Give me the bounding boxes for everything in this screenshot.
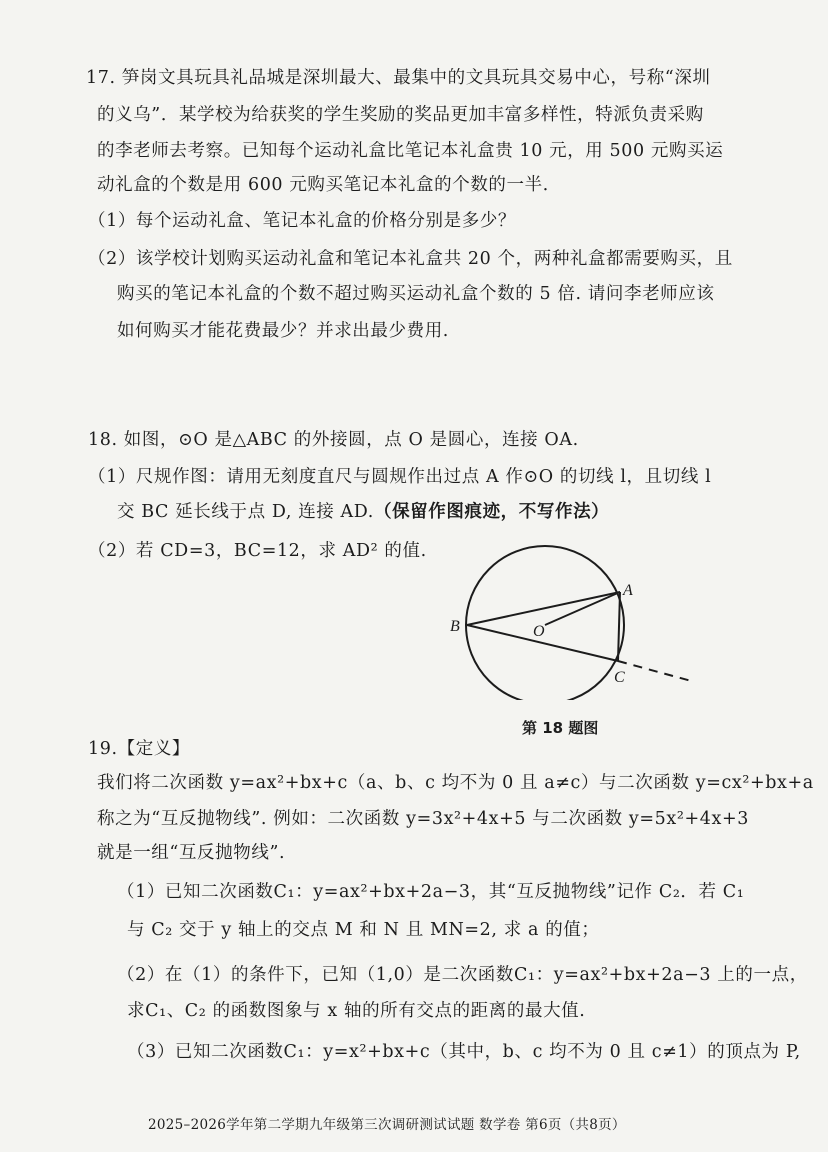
circumcircle — [466, 546, 624, 700]
q17-line-1: 17. 笋岗文具玩具礼品城是深圳最大、最集中的文具玩具交易中心，号称“深圳 — [86, 68, 711, 88]
page-footer: 2025–2026学年第二学期九年级第三次调研测试试题 数学卷 第6页（共8页） — [148, 1117, 626, 1133]
q18-figure-caption: 第 18 题图 — [522, 719, 599, 737]
q17-line-2: 的义乌”．某学校为给获奖的学生奖励的奖品更加丰富多样性，特派负责采购 — [97, 105, 704, 125]
q19-part2-line-2: 求C₁、C₂ 的函数图象与 x 轴的所有交点的距离的最大值. — [127, 1001, 586, 1021]
q18-part1-line-1: （1）尺规作图：请用无刻度直尺与圆规作出过点 A 作⊙O 的切线 l，且切线 l — [88, 467, 712, 487]
label-o: O — [533, 623, 545, 640]
extension-bc — [618, 661, 695, 682]
segment-oa — [545, 592, 620, 625]
q17-line-4: 动礼盒的个数是用 600 元购买笔记本礼盒的个数的一半． — [97, 175, 561, 195]
q17-line-3: 的李老师去考察。已知每个运动礼盒比笔记本礼盒贵 10 元，用 500 元购买运 — [97, 141, 724, 161]
q18-stem: 18. 如图，⊙O 是△ABC 的外接圆，点 O 是圆心，连接 OA. — [88, 430, 579, 450]
label-b: B — [450, 618, 460, 635]
q17-part2-line-3: 如何购买才能花费最少？并求出最少费用. — [117, 321, 449, 341]
q19-def-line-1: 我们将二次函数 y=ax²+bx+c（a、b、c 均不为 0 且 a≠c）与二次函数 y=cx²+bx+a — [97, 773, 814, 793]
q17-part2-line-2: 购买的笔记本礼盒的个数不超过购买运动礼盒个数的 5 倍. 请问李老师应该 — [117, 284, 715, 304]
segment-ba — [467, 592, 620, 625]
label-a: A — [623, 582, 633, 599]
q18-part2: （2）若 CD=3，BC=12，求 AD² 的值. — [88, 541, 427, 561]
q18-part1-text: 交 BC 延长线于点 D, 连接 AD. — [117, 502, 374, 522]
label-c: C — [614, 669, 625, 686]
q19-part1-line-2: 与 C₂ 交于 y 轴上的交点 M 和 N 且 MN=2, 求 a 的值； — [127, 920, 600, 940]
q19-def-line-2: 称之为“互反抛物线”. 例如：二次函数 y=3x²+4x+5 与二次函数 y=5x²+4x+3 — [97, 809, 749, 829]
q17-part1: （1）每个运动礼盒、笔记本礼盒的价格分别是多少？ — [88, 211, 517, 231]
q18-part1-line-2 — [117, 500, 609, 524]
q19-part3: （3）已知二次函数C₁：y=x²+bx+c（其中，b、c 均不为 0 且 c≠1）的顶点为 P, — [127, 1042, 801, 1062]
q19-def-line-3: 就是一组“互反抛物线”. — [97, 843, 286, 863]
q19-part2-line-1: （2）在（1）的条件下，已知（1,0）是二次函数C₁：y=ax²+bx+2a−3 上的一点， — [117, 965, 808, 985]
q18-figure — [440, 540, 710, 700]
q17-part2-line-1: （2）该学校计划购买运动礼盒和笔记本礼盒共 20 个，两种礼盒都需要购买，且 — [88, 249, 733, 269]
q18-part1-note: （保留作图痕迹，不写作法） — [373, 502, 610, 522]
q19-part1-line-1: （1）已知二次函数C₁：y=ax²+bx+2a−3，其“互反抛物线”记作 C₂．若 C₁ — [117, 882, 745, 902]
q19-title: 19.【定义】 — [88, 739, 191, 759]
